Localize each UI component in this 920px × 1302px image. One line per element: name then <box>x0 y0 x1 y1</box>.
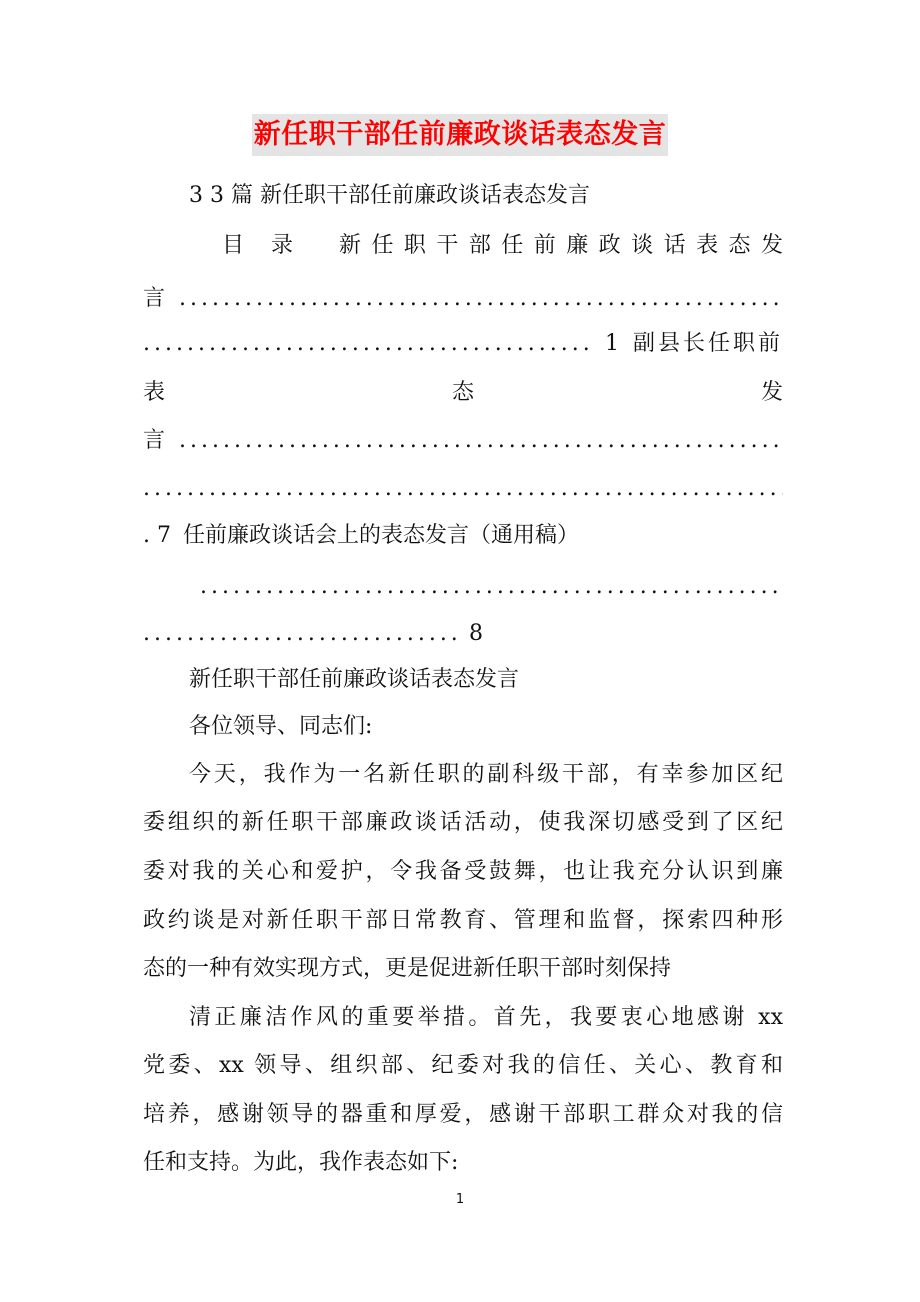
toc-item-2-page: . 7 <box>143 523 171 548</box>
toc-line-1 <box>222 231 783 261</box>
toc-item-2-tail: 言 <box>143 428 166 453</box>
toc-line-7 <box>143 521 783 551</box>
toc-line-5 <box>143 426 783 456</box>
para1-line-4: 政约谈是对新任职干部日常教育、管理和监督，探索四种形 <box>143 908 783 933</box>
para1-line-1: 今天，我作为一名新任职的副科级干部，有幸参加区纪 <box>189 762 783 787</box>
title-wrap <box>0 114 920 156</box>
toc-leader-dots <box>179 284 783 314</box>
page-number: 1 <box>455 1192 465 1207</box>
toc-line-9 <box>143 619 783 649</box>
document-title: 新任职干部任前廉政谈话表态发言 <box>252 114 669 156</box>
toc-line-4 <box>143 378 783 408</box>
toc-line-2 <box>143 284 783 314</box>
para2-line-1: 清正廉洁作风的重要举措。首先，我要衷心地感谢 xx <box>189 1005 783 1030</box>
toc-leader-dots <box>143 474 783 504</box>
salutation: 各位领导、同志们: <box>189 714 373 739</box>
toc-leader-dots <box>143 619 457 649</box>
subtitle: 3 3 篇 新任职干部任前廉政谈话表态发言 <box>189 183 590 208</box>
toc-item-3-page: 8 <box>469 621 483 646</box>
toc-item-3-title: 任前廉政谈话会上的表态发言（通用稿） <box>182 523 579 548</box>
para2-line-3: 培养，感谢领导的器重和厚爱，感谢干部职工群众对我的信 <box>143 1102 783 1127</box>
para2-line-2: 党委、xx 领导、组织部、纪委对我的信任、关心、教育和 <box>143 1053 783 1078</box>
toc-line-6 <box>143 474 783 504</box>
body-heading: 新任职干部任前廉政谈话表态发言 <box>189 667 520 692</box>
toc-item-2-word2: 态 <box>451 380 474 405</box>
toc-line-8 <box>200 572 783 602</box>
para2-line-4: 任和支持。为此，我作表态如下: <box>143 1150 459 1175</box>
toc-leader-dots <box>200 572 783 602</box>
toc-item-1-title: 新 任 职 干 部 任 前 廉 政 谈 话 表 态 发 <box>339 233 783 258</box>
toc-leader-dots <box>143 329 595 359</box>
toc-line-3 <box>143 329 783 359</box>
toc-item-2-title: 副县长任职前 <box>632 331 783 356</box>
toc-item-1-tail: 言 <box>143 286 166 311</box>
para1-line-2: 委组织的新任职干部廉政谈话活动，使我深切感受到了区纪 <box>143 810 783 835</box>
toc-leader-dots <box>179 426 783 456</box>
toc-heading: 目 录 <box>222 233 303 258</box>
para1-line-5: 态的一种有效实现方式，更是促进新任职干部时刻保持 <box>143 956 672 981</box>
toc-item-2-word3: 发 <box>760 380 783 405</box>
para1-line-3: 委对我的关心和爱护，令我备受鼓舞，也让我充分认识到廉 <box>143 859 783 884</box>
toc-item-2-word1: 表 <box>143 380 166 405</box>
toc-item-1-page: 1 <box>604 331 619 356</box>
